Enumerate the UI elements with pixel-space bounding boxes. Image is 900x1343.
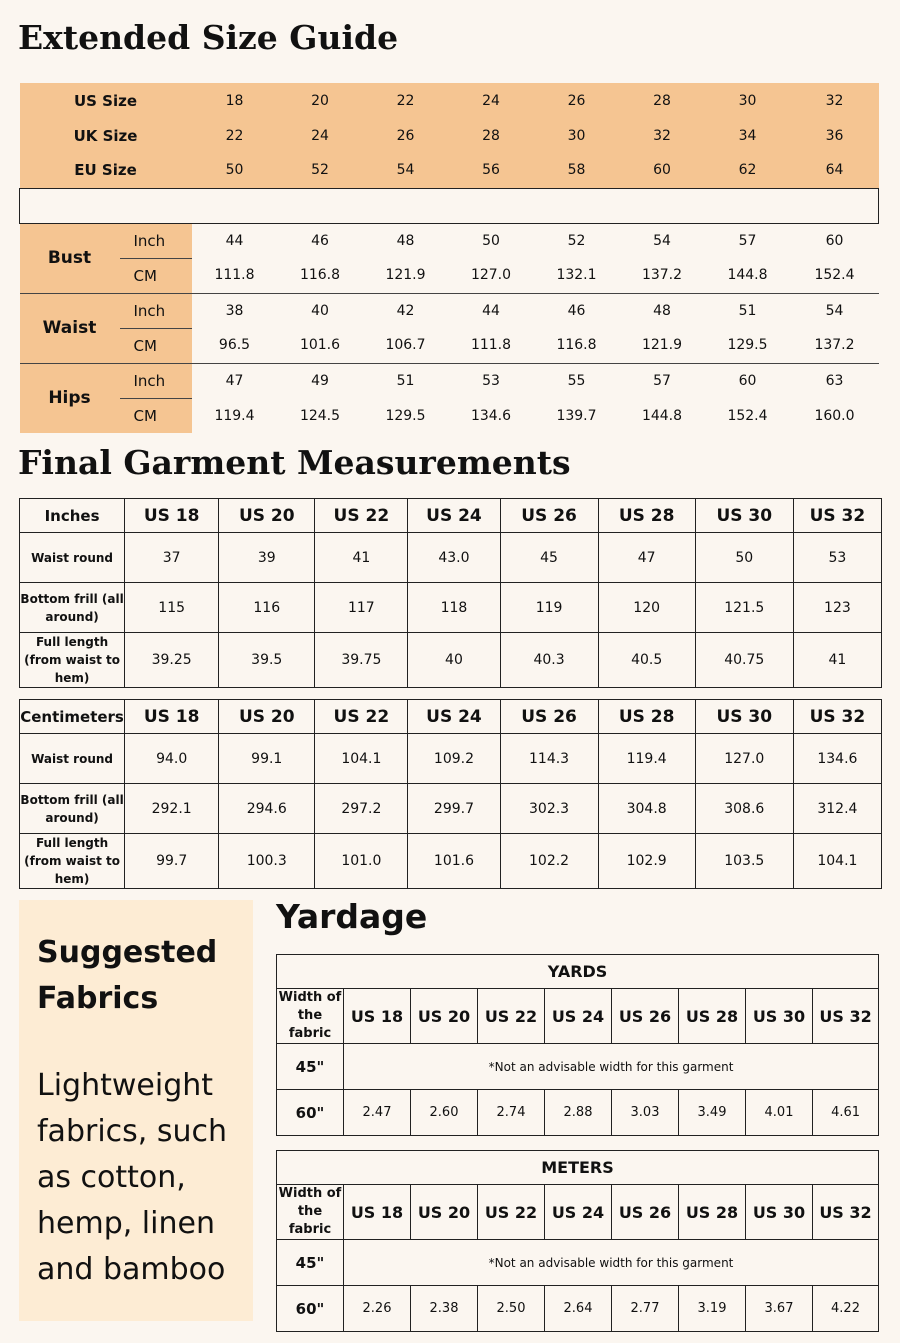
table-cell: 102.2 — [500, 834, 598, 889]
size-header: US 30 — [695, 700, 793, 734]
table-cell: 116 — [219, 583, 315, 633]
measure-value: 63 — [791, 363, 879, 398]
row-label: Full length (from waist to hem) — [20, 633, 125, 688]
not-advisable-note: *Not an advisable width for this garment — [344, 1044, 879, 1090]
size-header: US 18 — [125, 499, 219, 533]
yardage-title: Yardage — [276, 897, 428, 936]
measure-row-inch — [20, 363, 879, 398]
measure-row-inch — [20, 223, 879, 258]
size-value: 30 — [705, 83, 791, 118]
size-row — [20, 118, 879, 153]
measure-value: 60 — [705, 363, 791, 398]
table-cell: 41 — [793, 633, 881, 688]
size-value: 62 — [705, 153, 791, 188]
size-guide-title: Extended Size Guide — [18, 18, 399, 57]
width-label: 45" — [277, 1240, 344, 1286]
table-cell: 104.1 — [793, 834, 881, 889]
measure-label: Hips — [20, 363, 120, 433]
measure-value: 52 — [534, 223, 620, 258]
size-value: 26 — [363, 118, 449, 153]
size-header: US 24 — [545, 1185, 612, 1240]
size-gap-row — [20, 188, 879, 223]
measure-value: 121.9 — [363, 258, 449, 293]
table-cell: 37 — [125, 533, 219, 583]
table-cell: 47 — [598, 533, 695, 583]
table-cell: 292.1 — [125, 784, 219, 834]
measure-row-cm — [20, 328, 879, 363]
measure-value: 51 — [705, 293, 791, 328]
yardage-value: 4.01 — [746, 1090, 813, 1136]
measure-value: 51 — [363, 363, 449, 398]
row-label: Waist round — [20, 533, 125, 583]
size-value: 58 — [534, 153, 620, 188]
yardage-meters-table — [276, 1150, 879, 1332]
corner-label: Width of the fabric — [277, 989, 344, 1044]
size-header: US 28 — [679, 1185, 746, 1240]
size-value: 32 — [791, 83, 879, 118]
table-cell: 120 — [598, 583, 695, 633]
yardage-value: 2.50 — [478, 1286, 545, 1332]
measure-value: 47 — [192, 363, 278, 398]
table-cell: 99.7 — [125, 834, 219, 889]
garment-inches-table — [19, 498, 882, 688]
size-header: US 26 — [500, 700, 598, 734]
measure-value: 96.5 — [192, 328, 278, 363]
size-header: US 20 — [411, 989, 478, 1044]
size-value: 28 — [449, 118, 534, 153]
table-cell: 304.8 — [598, 784, 695, 834]
size-value: 24 — [449, 83, 534, 118]
width-60-row — [277, 1090, 879, 1136]
row-label: Bottom frill (all around) — [20, 784, 125, 834]
size-value: 26 — [534, 83, 620, 118]
table-cell: 103.5 — [695, 834, 793, 889]
corner-label: Width of the fabric — [277, 1185, 344, 1240]
table-cell: 39.25 — [125, 633, 219, 688]
table-row — [20, 633, 882, 688]
measure-value: 106.7 — [363, 328, 449, 363]
size-header: US 32 — [813, 989, 879, 1044]
size-header: US 24 — [408, 700, 500, 734]
size-value: 56 — [449, 153, 534, 188]
width-label: 60" — [277, 1090, 344, 1136]
size-header: US 28 — [679, 989, 746, 1044]
size-row — [20, 83, 879, 118]
size-header: US 32 — [793, 499, 881, 533]
table-title: YARDS — [277, 955, 879, 989]
table-row — [20, 784, 882, 834]
measure-value: 46 — [534, 293, 620, 328]
suggested-fabrics-text: Lightweight fabrics, such as cotton, hemp, linen and bamboo — [37, 1068, 228, 1287]
size-header: US 30 — [746, 989, 813, 1044]
measure-value: 40 — [278, 293, 363, 328]
size-header: US 20 — [411, 1185, 478, 1240]
table-title-row — [277, 955, 879, 989]
measure-value: 44 — [449, 293, 534, 328]
yardage-value: 3.19 — [679, 1286, 746, 1332]
table-cell: 308.6 — [695, 784, 793, 834]
yardage-value: 3.67 — [746, 1286, 813, 1332]
measure-value: 144.8 — [620, 398, 705, 433]
measure-label: Waist — [20, 293, 120, 363]
garment-cm-table — [19, 699, 882, 889]
table-cell: 134.6 — [793, 734, 881, 784]
size-row-label: UK Size — [20, 118, 192, 153]
measure-value: 111.8 — [192, 258, 278, 293]
unit-label-cm: CM — [120, 258, 192, 293]
width-45-row — [277, 1044, 879, 1090]
corner-label: Inches — [20, 499, 125, 533]
measure-value: 48 — [363, 223, 449, 258]
table-title-row — [277, 1151, 879, 1185]
measure-value: 44 — [192, 223, 278, 258]
measure-value: 127.0 — [449, 258, 534, 293]
size-row — [20, 153, 879, 188]
table-cell: 121.5 — [695, 583, 793, 633]
measure-row-cm — [20, 258, 879, 293]
header-row — [20, 499, 882, 533]
suggested-fabrics-panel — [19, 900, 253, 1321]
size-value: 64 — [791, 153, 879, 188]
suggested-fabrics-title: Suggested Fabrics — [37, 935, 218, 1016]
size-header: US 20 — [219, 700, 315, 734]
measure-value: 160.0 — [791, 398, 879, 433]
table-cell: 94.0 — [125, 734, 219, 784]
measure-value: 132.1 — [534, 258, 620, 293]
yardage-value: 4.22 — [813, 1286, 879, 1332]
measure-value: 57 — [705, 223, 791, 258]
measure-row-cm — [20, 398, 879, 433]
table-row — [20, 834, 882, 889]
measure-value: 54 — [620, 223, 705, 258]
table-cell: 40.5 — [598, 633, 695, 688]
measure-row-inch — [20, 293, 879, 328]
measure-value: 101.6 — [278, 328, 363, 363]
table-cell: 127.0 — [695, 734, 793, 784]
yardage-value: 2.88 — [545, 1090, 612, 1136]
unit-label-cm: CM — [120, 328, 192, 363]
size-value: 24 — [278, 118, 363, 153]
measure-value: 48 — [620, 293, 705, 328]
table-cell: 118 — [408, 583, 500, 633]
table-cell: 100.3 — [219, 834, 315, 889]
header-row — [277, 989, 879, 1044]
size-value: 52 — [278, 153, 363, 188]
table-cell: 297.2 — [315, 784, 408, 834]
measure-value: 116.8 — [534, 328, 620, 363]
table-row — [20, 583, 882, 633]
measure-value: 121.9 — [620, 328, 705, 363]
garment-title: Final Garment Measurements — [18, 443, 571, 482]
table-cell: 123 — [793, 583, 881, 633]
size-guide-table — [19, 83, 879, 433]
size-header: US 22 — [478, 989, 545, 1044]
measure-value: 49 — [278, 363, 363, 398]
size-header: US 22 — [315, 700, 408, 734]
measure-value: 116.8 — [278, 258, 363, 293]
yardage-value: 2.74 — [478, 1090, 545, 1136]
table-cell: 302.3 — [500, 784, 598, 834]
measure-value: 152.4 — [791, 258, 879, 293]
size-row-label: EU Size — [20, 153, 192, 188]
measure-value: 137.2 — [620, 258, 705, 293]
unit-label-inch: Inch — [120, 363, 192, 398]
size-value: 32 — [620, 118, 705, 153]
measure-value: 38 — [192, 293, 278, 328]
not-advisable-note: *Not an advisable width for this garment — [344, 1240, 879, 1286]
measure-value: 144.8 — [705, 258, 791, 293]
measure-value: 129.5 — [705, 328, 791, 363]
yardage-value: 2.38 — [411, 1286, 478, 1332]
table-row — [20, 734, 882, 784]
size-value: 20 — [278, 83, 363, 118]
header-row — [277, 1185, 879, 1240]
measure-value: 46 — [278, 223, 363, 258]
table-cell: 53 — [793, 533, 881, 583]
table-cell: 114.3 — [500, 734, 598, 784]
measure-value: 124.5 — [278, 398, 363, 433]
table-cell: 99.1 — [219, 734, 315, 784]
table-cell: 117 — [315, 583, 408, 633]
measure-label: Bust — [20, 223, 120, 293]
table-cell: 109.2 — [408, 734, 500, 784]
table-cell: 115 — [125, 583, 219, 633]
table-cell: 45 — [500, 533, 598, 583]
table-cell: 119.4 — [598, 734, 695, 784]
table-cell: 104.1 — [315, 734, 408, 784]
row-label: Full length (from waist to hem) — [20, 834, 125, 889]
size-row-label: US Size — [20, 83, 192, 118]
measure-value: 53 — [449, 363, 534, 398]
size-value: 22 — [363, 83, 449, 118]
size-gap-cell — [20, 188, 879, 223]
measure-value: 111.8 — [449, 328, 534, 363]
size-value: 34 — [705, 118, 791, 153]
size-header: US 22 — [478, 1185, 545, 1240]
yardage-yards-table — [276, 954, 879, 1136]
table-cell: 39.5 — [219, 633, 315, 688]
size-header: US 32 — [813, 1185, 879, 1240]
size-header: US 18 — [344, 989, 411, 1044]
measure-value: 152.4 — [705, 398, 791, 433]
table-cell: 43.0 — [408, 533, 500, 583]
row-label: Bottom frill (all around) — [20, 583, 125, 633]
table-cell: 102.9 — [598, 834, 695, 889]
size-header: US 30 — [695, 499, 793, 533]
measure-value: 60 — [791, 223, 879, 258]
yardage-value: 4.61 — [813, 1090, 879, 1136]
width-60-row — [277, 1286, 879, 1332]
unit-label-inch: Inch — [120, 223, 192, 258]
size-value: 60 — [620, 153, 705, 188]
unit-label-cm: CM — [120, 398, 192, 433]
size-header: US 18 — [344, 1185, 411, 1240]
table-cell: 299.7 — [408, 784, 500, 834]
yardage-value: 2.60 — [411, 1090, 478, 1136]
size-value: 28 — [620, 83, 705, 118]
width-label: 45" — [277, 1044, 344, 1090]
yardage-value: 2.77 — [612, 1286, 679, 1332]
measure-value: 54 — [791, 293, 879, 328]
row-label: Waist round — [20, 734, 125, 784]
size-header: US 20 — [219, 499, 315, 533]
size-value: 36 — [791, 118, 879, 153]
size-header: US 26 — [500, 499, 598, 533]
width-label: 60" — [277, 1286, 344, 1332]
size-header: US 32 — [793, 700, 881, 734]
yardage-value: 2.26 — [344, 1286, 411, 1332]
table-cell: 312.4 — [793, 784, 881, 834]
measure-value: 119.4 — [192, 398, 278, 433]
measure-value: 55 — [534, 363, 620, 398]
width-45-row — [277, 1240, 879, 1286]
table-cell: 40.75 — [695, 633, 793, 688]
size-value: 54 — [363, 153, 449, 188]
size-value: 30 — [534, 118, 620, 153]
size-header: US 28 — [598, 700, 695, 734]
measure-value: 137.2 — [791, 328, 879, 363]
measure-value: 50 — [449, 223, 534, 258]
size-header: US 28 — [598, 499, 695, 533]
measure-value: 129.5 — [363, 398, 449, 433]
measure-value: 42 — [363, 293, 449, 328]
measure-value: 134.6 — [449, 398, 534, 433]
size-header: US 26 — [612, 1185, 679, 1240]
corner-label: Centimeters — [20, 700, 125, 734]
table-cell: 50 — [695, 533, 793, 583]
size-header: US 24 — [408, 499, 500, 533]
table-cell: 41 — [315, 533, 408, 583]
table-cell: 39 — [219, 533, 315, 583]
size-header: US 18 — [125, 700, 219, 734]
measure-value: 139.7 — [534, 398, 620, 433]
size-value: 18 — [192, 83, 278, 118]
table-row — [20, 533, 882, 583]
size-header: US 22 — [315, 499, 408, 533]
yardage-value: 3.03 — [612, 1090, 679, 1136]
table-cell: 40 — [408, 633, 500, 688]
measure-value: 57 — [620, 363, 705, 398]
size-value: 22 — [192, 118, 278, 153]
table-cell: 101.0 — [315, 834, 408, 889]
header-row — [20, 700, 882, 734]
unit-label-inch: Inch — [120, 293, 192, 328]
table-cell: 294.6 — [219, 784, 315, 834]
table-cell: 40.3 — [500, 633, 598, 688]
table-cell: 101.6 — [408, 834, 500, 889]
table-title: METERS — [277, 1151, 879, 1185]
yardage-value: 2.64 — [545, 1286, 612, 1332]
size-value: 50 — [192, 153, 278, 188]
table-cell: 119 — [500, 583, 598, 633]
yardage-value: 2.47 — [344, 1090, 411, 1136]
table-cell: 39.75 — [315, 633, 408, 688]
size-header: US 24 — [545, 989, 612, 1044]
size-header: US 30 — [746, 1185, 813, 1240]
yardage-value: 3.49 — [679, 1090, 746, 1136]
size-header: US 26 — [612, 989, 679, 1044]
